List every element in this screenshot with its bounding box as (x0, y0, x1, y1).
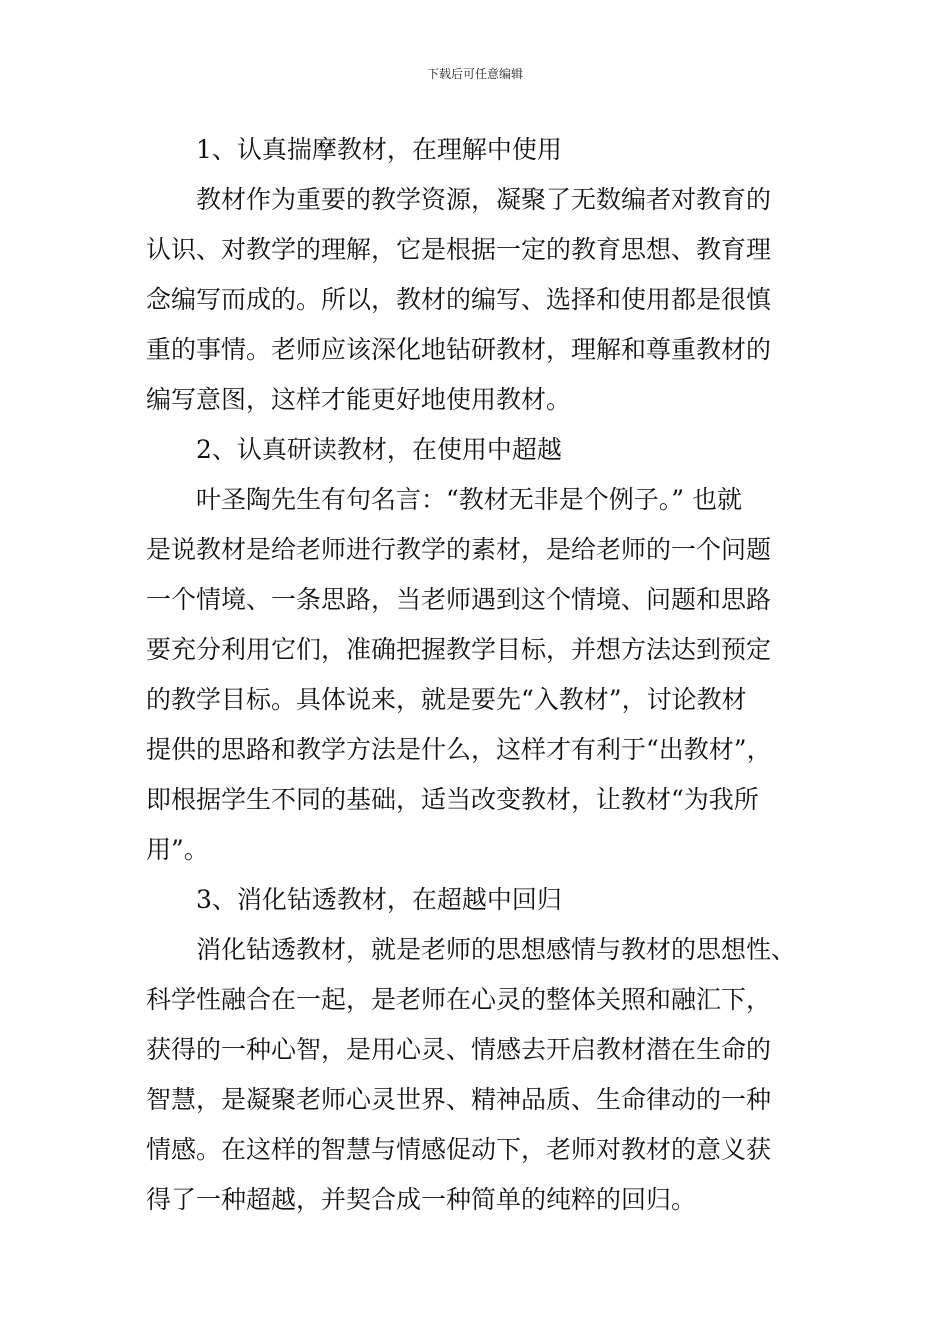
paragraph-line: 认识、对教学的理解，它是根据一定的教育思想、教育理 (146, 235, 772, 264)
paragraph-line: 重的事情。老师应该深化地钻研教材，理解和尊重教材的 (146, 335, 772, 364)
paragraph-line: 得了一种超越，并契合成一种简单的纯粹的回归。 (146, 1185, 697, 1214)
paragraph-line: 的教学目标。具体说来，就是要先“入教材”，讨论教材 (146, 685, 747, 714)
section-heading-3: 3、消化钻透教材，在超越中回归 (196, 885, 562, 914)
paragraph-line: 智慧，是凝聚老师心灵世界、精神品质、生命律动的一种 (146, 1085, 772, 1114)
paragraph-line: 念编写而成的。所以，教材的编写、选择和使用都是很慎 (146, 285, 772, 314)
document-body (146, 125, 806, 1225)
paragraph-line: 是说教材是给老师进行教学的素材，是给老师的一个问题 (146, 535, 772, 564)
paragraph-line: 编写意图，这样才能更好地使用教材。 (146, 385, 572, 414)
paragraph-line: 叶圣陶先生有句名言：“教材无非是个例子。” 也就 (196, 485, 743, 514)
paragraph-line: 科学性融合在一起，是老师在心灵的整体关照和融汇下， (146, 985, 772, 1014)
paragraph-line: 用”。 (146, 835, 209, 864)
paragraph-line: 教材作为重要的教学资源，凝聚了无数编者对教育的 (196, 185, 772, 214)
paragraph-line: 消化钻透教材，就是老师的思想感情与教材的思想性、 (196, 935, 797, 964)
section-heading-1: 1、认真揣摩教材，在理解中使用 (196, 135, 562, 164)
section-heading-2: 2、认真研读教材，在使用中超越 (196, 435, 562, 464)
paragraph-line: 即根据学生不同的基础，适当改变教材，让教材“为我所 (146, 785, 759, 814)
header-note: 下载后可任意编辑 (426, 67, 523, 81)
paragraph-line: 情感。在这样的智慧与情感促动下，老师对教材的意义获 (146, 1135, 772, 1164)
paragraph-line: 提供的思路和教学方法是什么，这样才有利于“出教材”， (146, 735, 772, 764)
paragraph-line: 要充分利用它们，准确把握教学目标，并想方法达到预定 (146, 635, 772, 664)
paragraph-line: 获得的一种心智，是用心灵、情感去开启教材潜在生命的 (146, 1035, 772, 1064)
paragraph-line: 一个情境、一条思路，当老师遇到这个情境、问题和思路 (146, 585, 772, 614)
